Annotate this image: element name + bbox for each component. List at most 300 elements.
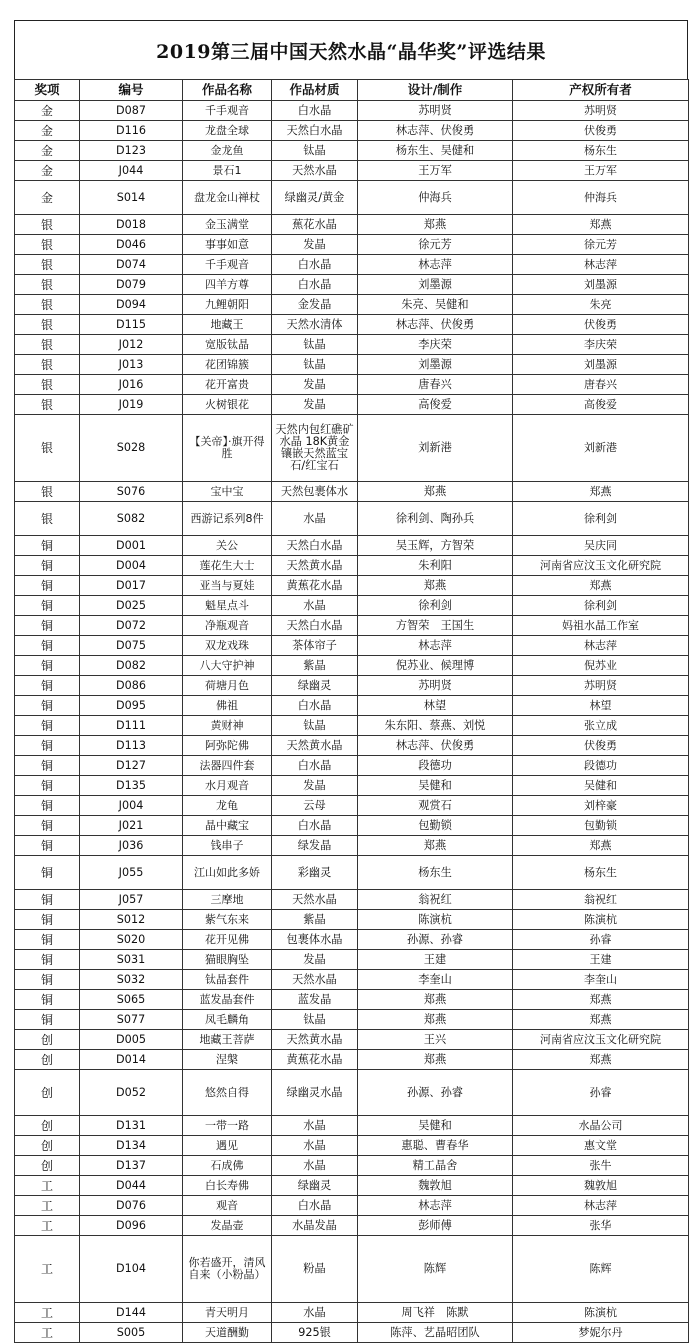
code-cell: D082 — [80, 656, 183, 676]
code-cell: D046 — [80, 235, 183, 255]
table-row — [15, 950, 689, 970]
designer-cell: 仲海兵 — [358, 181, 513, 215]
designer-cell: 林志萍 — [358, 636, 513, 656]
material-cell: 蕉花水晶 — [272, 215, 358, 235]
designer-cell: 朱利阳 — [358, 556, 513, 576]
work-name-cell: 钛晶套件 — [183, 970, 272, 990]
designer-cell: 朱东阳、蔡燕、刘悦 — [358, 716, 513, 736]
code-cell: D123 — [80, 141, 183, 161]
designer-cell: 陈辉 — [358, 1236, 513, 1303]
work-name-cell: 水月观音 — [183, 776, 272, 796]
award-cell: 金 — [15, 181, 80, 215]
work-name-cell: 花团锦簇 — [183, 355, 272, 375]
award-cell: 银 — [15, 315, 80, 335]
designer-cell: 郑燕 — [358, 836, 513, 856]
table-row — [15, 536, 689, 556]
code-cell: D052 — [80, 1070, 183, 1116]
material-cell: 钛晶 — [272, 355, 358, 375]
table-row — [15, 335, 689, 355]
code-cell: D116 — [80, 121, 183, 141]
code-cell: D025 — [80, 596, 183, 616]
work-name-cell: 你若盛开，清风自来（小粉晶） — [183, 1236, 272, 1303]
code-cell: D044 — [80, 1176, 183, 1196]
code-cell: D111 — [80, 716, 183, 736]
owner-cell: 徐利剑 — [513, 596, 689, 616]
owner-cell: 郑燕 — [513, 576, 689, 596]
material-cell: 紫晶 — [272, 656, 358, 676]
code-cell: D087 — [80, 101, 183, 121]
award-cell: 金 — [15, 141, 80, 161]
material-cell: 白水晶 — [272, 101, 358, 121]
material-cell: 绿幽灵 — [272, 676, 358, 696]
designer-cell: 刘墨源 — [358, 355, 513, 375]
table-row — [15, 616, 689, 636]
designer-cell: 陈萍、艺晶昭团队 — [358, 1323, 513, 1343]
designer-cell: 王建 — [358, 950, 513, 970]
table-row — [15, 576, 689, 596]
award-cell: 创 — [15, 1116, 80, 1136]
table-row — [15, 1156, 689, 1176]
owner-cell: 仲海兵 — [513, 181, 689, 215]
work-name-cell: 九鲤朝阳 — [183, 295, 272, 315]
owner-cell: 水晶公司 — [513, 1116, 689, 1136]
designer-cell: 朱亮、吴健和 — [358, 295, 513, 315]
code-cell: D079 — [80, 275, 183, 295]
award-cell: 工 — [15, 1176, 80, 1196]
award-cell: 铜 — [15, 950, 80, 970]
designer-cell: 郑燕 — [358, 215, 513, 235]
material-cell: 水晶发晶 — [272, 1216, 358, 1236]
award-cell: 创 — [15, 1070, 80, 1116]
table-row — [15, 556, 689, 576]
award-cell: 铜 — [15, 816, 80, 836]
work-name-cell: 花开见佛 — [183, 930, 272, 950]
designer-cell: 李奎山 — [358, 970, 513, 990]
work-name-cell: 亚当与夏娃 — [183, 576, 272, 596]
award-cell: 铜 — [15, 656, 80, 676]
work-name-cell: 钱串子 — [183, 836, 272, 856]
code-cell: D074 — [80, 255, 183, 275]
designer-cell: 李庆荣 — [358, 335, 513, 355]
table-row — [15, 1303, 689, 1323]
owner-cell: 林志萍 — [513, 1196, 689, 1216]
award-cell: 铜 — [15, 756, 80, 776]
material-cell: 白水晶 — [272, 275, 358, 295]
code-cell: S065 — [80, 990, 183, 1010]
designer-cell: 林志萍 — [358, 255, 513, 275]
owner-cell: 吴庆同 — [513, 536, 689, 556]
table-row — [15, 756, 689, 776]
results-sheet — [14, 20, 688, 1343]
table-row — [15, 836, 689, 856]
award-cell: 银 — [15, 295, 80, 315]
table-row — [15, 502, 689, 536]
code-cell: D144 — [80, 1303, 183, 1323]
code-cell: D135 — [80, 776, 183, 796]
owner-cell: 林望 — [513, 696, 689, 716]
work-name-cell: 西游记系列8件 — [183, 502, 272, 536]
designer-cell: 王兴 — [358, 1030, 513, 1050]
owner-cell: 刘梓豪 — [513, 796, 689, 816]
material-cell: 水晶 — [272, 1156, 358, 1176]
owner-cell: 朱亮 — [513, 295, 689, 315]
work-name-cell: 阿弥陀佛 — [183, 736, 272, 756]
code-cell: S032 — [80, 970, 183, 990]
code-cell: D017 — [80, 576, 183, 596]
designer-cell: 郑燕 — [358, 482, 513, 502]
table-row — [15, 121, 689, 141]
designer-cell: 彭师傅 — [358, 1216, 513, 1236]
owner-cell: 高俊爱 — [513, 395, 689, 415]
material-cell: 天然水晶 — [272, 161, 358, 181]
material-cell: 彩幽灵 — [272, 856, 358, 890]
table-row — [15, 696, 689, 716]
designer-cell: 徐利剑 — [358, 596, 513, 616]
award-cell: 银 — [15, 415, 80, 482]
award-cell: 创 — [15, 1156, 80, 1176]
owner-cell: 郑燕 — [513, 1010, 689, 1030]
table-row — [15, 375, 689, 395]
table-row — [15, 776, 689, 796]
owner-cell: 徐利剑 — [513, 502, 689, 536]
work-name-cell: 龙盘全球 — [183, 121, 272, 141]
work-name-cell: 八大守护神 — [183, 656, 272, 676]
owner-cell: 孙睿 — [513, 930, 689, 950]
work-name-cell: 一带一路 — [183, 1116, 272, 1136]
material-cell: 水晶 — [272, 502, 358, 536]
owner-cell: 李奎山 — [513, 970, 689, 990]
table-row — [15, 161, 689, 181]
table-row — [15, 275, 689, 295]
designer-cell: 王万军 — [358, 161, 513, 181]
award-cell: 银 — [15, 482, 80, 502]
designer-cell: 倪苏业、候理博 — [358, 656, 513, 676]
owner-cell: 徐元芳 — [513, 235, 689, 255]
owner-cell: 段德功 — [513, 756, 689, 776]
code-cell: D086 — [80, 676, 183, 696]
designer-cell: 刘新港 — [358, 415, 513, 482]
table-row — [15, 1116, 689, 1136]
header-award: 奖项 — [15, 80, 80, 101]
code-cell: D075 — [80, 636, 183, 656]
award-cell: 铜 — [15, 890, 80, 910]
award-cell: 工 — [15, 1323, 80, 1343]
designer-cell: 徐元芳 — [358, 235, 513, 255]
work-name-cell: 白长寿佛 — [183, 1176, 272, 1196]
code-cell: J021 — [80, 816, 183, 836]
owner-cell: 吴健和 — [513, 776, 689, 796]
code-cell: D113 — [80, 736, 183, 756]
owner-cell: 包勤锁 — [513, 816, 689, 836]
award-cell: 工 — [15, 1216, 80, 1236]
material-cell: 包裹体水晶 — [272, 930, 358, 950]
code-cell: D004 — [80, 556, 183, 576]
code-cell: D072 — [80, 616, 183, 636]
owner-cell: 王建 — [513, 950, 689, 970]
designer-cell: 郑燕 — [358, 990, 513, 1010]
designer-cell: 周飞祥 陈默 — [358, 1303, 513, 1323]
code-cell: J057 — [80, 890, 183, 910]
material-cell: 白水晶 — [272, 1196, 358, 1216]
designer-cell: 林志萍、伏俊勇 — [358, 121, 513, 141]
table-row — [15, 636, 689, 656]
material-cell: 蓝发晶 — [272, 990, 358, 1010]
header-work-name: 作品名称 — [183, 80, 272, 101]
table-row — [15, 1030, 689, 1050]
work-name-cell: 江山如此多娇 — [183, 856, 272, 890]
table-row — [15, 736, 689, 756]
designer-cell: 林志萍 — [358, 1196, 513, 1216]
table-row — [15, 215, 689, 235]
award-cell: 工 — [15, 1303, 80, 1323]
award-cell: 银 — [15, 502, 80, 536]
owner-cell: 张牛 — [513, 1156, 689, 1176]
award-cell: 铜 — [15, 796, 80, 816]
award-cell: 银 — [15, 235, 80, 255]
material-cell: 天然水清体 — [272, 315, 358, 335]
owner-cell: 唐春兴 — [513, 375, 689, 395]
code-cell: S012 — [80, 910, 183, 930]
owner-cell: 伏俊勇 — [513, 736, 689, 756]
code-cell: S031 — [80, 950, 183, 970]
owner-cell: 翁祝红 — [513, 890, 689, 910]
work-name-cell: 凤毛麟角 — [183, 1010, 272, 1030]
code-cell: D001 — [80, 536, 183, 556]
material-cell: 发晶 — [272, 375, 358, 395]
table-row — [15, 315, 689, 335]
material-cell: 茶体帘子 — [272, 636, 358, 656]
code-cell: J044 — [80, 161, 183, 181]
table-row — [15, 1176, 689, 1196]
table-row — [15, 890, 689, 910]
award-cell: 铜 — [15, 930, 80, 950]
material-cell: 天然水晶 — [272, 890, 358, 910]
material-cell: 黄蕉花水晶 — [272, 1050, 358, 1070]
material-cell: 天然黄水晶 — [272, 556, 358, 576]
work-name-cell: 宝中宝 — [183, 482, 272, 502]
work-name-cell: 火树银花 — [183, 395, 272, 415]
award-cell: 铜 — [15, 696, 80, 716]
owner-cell: 杨东生 — [513, 141, 689, 161]
award-cell: 铜 — [15, 596, 80, 616]
work-name-cell: 地藏王菩萨 — [183, 1030, 272, 1050]
award-cell: 工 — [15, 1236, 80, 1303]
award-cell: 银 — [15, 215, 80, 235]
owner-cell: 魏敦旭 — [513, 1176, 689, 1196]
award-cell: 铜 — [15, 636, 80, 656]
header-row — [15, 80, 689, 101]
award-cell: 铜 — [15, 676, 80, 696]
material-cell: 天然包裹体水 — [272, 482, 358, 502]
work-name-cell: 千手观音 — [183, 255, 272, 275]
award-cell: 工 — [15, 1196, 80, 1216]
table-row — [15, 415, 689, 482]
designer-cell: 高俊爱 — [358, 395, 513, 415]
table-row — [15, 482, 689, 502]
owner-cell: 林志萍 — [513, 636, 689, 656]
work-name-cell: 花开富贵 — [183, 375, 272, 395]
owner-cell: 郑燕 — [513, 215, 689, 235]
table-row — [15, 990, 689, 1010]
material-cell: 天然水晶 — [272, 970, 358, 990]
table-row — [15, 856, 689, 890]
code-cell: J019 — [80, 395, 183, 415]
material-cell: 白水晶 — [272, 255, 358, 275]
designer-cell: 孙源、孙睿 — [358, 930, 513, 950]
designer-cell: 魏敦旭 — [358, 1176, 513, 1196]
award-cell: 铜 — [15, 536, 80, 556]
material-cell: 水晶 — [272, 1116, 358, 1136]
material-cell: 天然白水晶 — [272, 121, 358, 141]
table-row — [15, 1216, 689, 1236]
designer-cell: 吴玉辉，方智荣 — [358, 536, 513, 556]
work-name-cell: 荷塘月色 — [183, 676, 272, 696]
award-cell: 铜 — [15, 856, 80, 890]
material-cell: 钛晶 — [272, 716, 358, 736]
code-cell: D076 — [80, 1196, 183, 1216]
table-row — [15, 141, 689, 161]
table-row — [15, 596, 689, 616]
award-cell: 铜 — [15, 1010, 80, 1030]
work-name-cell: 佛祖 — [183, 696, 272, 716]
work-name-cell: 悠然自得 — [183, 1070, 272, 1116]
table-row — [15, 676, 689, 696]
table-row — [15, 355, 689, 375]
table-row — [15, 656, 689, 676]
header-code: 编号 — [80, 80, 183, 101]
code-cell: J004 — [80, 796, 183, 816]
material-cell: 天然内包红礁矿水晶 18K黄金镶嵌天然蓝宝石/红宝石 — [272, 415, 358, 482]
owner-cell: 河南省应汶玉文化研究院 — [513, 556, 689, 576]
designer-cell: 包勤锁 — [358, 816, 513, 836]
award-cell: 创 — [15, 1136, 80, 1156]
material-cell: 水晶 — [272, 1136, 358, 1156]
material-cell: 紫晶 — [272, 910, 358, 930]
award-cell: 创 — [15, 1030, 80, 1050]
code-cell: S077 — [80, 1010, 183, 1030]
code-cell: D134 — [80, 1136, 183, 1156]
code-cell: J012 — [80, 335, 183, 355]
material-cell: 发晶 — [272, 395, 358, 415]
code-cell: S020 — [80, 930, 183, 950]
work-name-cell: 黄财神 — [183, 716, 272, 736]
designer-cell: 苏明贤 — [358, 101, 513, 121]
designer-cell: 观赏石 — [358, 796, 513, 816]
work-name-cell: 金玉满堂 — [183, 215, 272, 235]
material-cell: 白水晶 — [272, 696, 358, 716]
results-table — [14, 79, 689, 1343]
material-cell: 金发晶 — [272, 295, 358, 315]
award-cell: 银 — [15, 335, 80, 355]
material-cell: 发晶 — [272, 950, 358, 970]
work-name-cell: 法器四件套 — [183, 756, 272, 776]
code-cell: D127 — [80, 756, 183, 776]
table-row — [15, 816, 689, 836]
designer-cell: 吴健和 — [358, 1116, 513, 1136]
table-row — [15, 1136, 689, 1156]
owner-cell: 伏俊勇 — [513, 315, 689, 335]
code-cell: D014 — [80, 1050, 183, 1070]
work-name-cell: 龙龟 — [183, 796, 272, 816]
table-row — [15, 1070, 689, 1116]
owner-cell: 河南省应汶玉文化研究院 — [513, 1030, 689, 1050]
code-cell: S005 — [80, 1323, 183, 1343]
owner-cell: 倪苏业 — [513, 656, 689, 676]
award-cell: 铜 — [15, 990, 80, 1010]
award-cell: 铜 — [15, 836, 80, 856]
code-cell: J016 — [80, 375, 183, 395]
award-cell: 铜 — [15, 616, 80, 636]
work-name-cell: 发晶壶 — [183, 1216, 272, 1236]
work-name-cell: 遇见 — [183, 1136, 272, 1156]
table-row — [15, 295, 689, 315]
award-cell: 金 — [15, 121, 80, 141]
award-cell: 金 — [15, 161, 80, 181]
designer-cell: 刘墨源 — [358, 275, 513, 295]
material-cell: 发晶 — [272, 235, 358, 255]
owner-cell: 陈演杭 — [513, 910, 689, 930]
owner-cell: 刘墨源 — [513, 355, 689, 375]
designer-cell: 孙源、孙睿 — [358, 1070, 513, 1116]
designer-cell: 杨东生 — [358, 856, 513, 890]
owner-cell: 惠文堂 — [513, 1136, 689, 1156]
code-cell: S028 — [80, 415, 183, 482]
material-cell: 天然黄水晶 — [272, 1030, 358, 1050]
owner-cell: 孙睿 — [513, 1070, 689, 1116]
work-name-cell: 宽版钛晶 — [183, 335, 272, 355]
owner-cell: 刘新港 — [513, 415, 689, 482]
document-title: 2019第三届中国天然水晶“晶华奖”评选结果 — [14, 20, 688, 79]
designer-cell: 唐春兴 — [358, 375, 513, 395]
designer-cell: 林志萍、伏俊勇 — [358, 736, 513, 756]
award-cell: 铜 — [15, 970, 80, 990]
header-designer: 设计/制作 — [358, 80, 513, 101]
owner-cell: 郑燕 — [513, 1050, 689, 1070]
code-cell: S076 — [80, 482, 183, 502]
table-row — [15, 1236, 689, 1303]
designer-cell: 陈演杭 — [358, 910, 513, 930]
code-cell: D094 — [80, 295, 183, 315]
material-cell: 钛晶 — [272, 141, 358, 161]
work-name-cell: 石成佛 — [183, 1156, 272, 1176]
award-cell: 铜 — [15, 776, 80, 796]
work-name-cell: 青天明月 — [183, 1303, 272, 1323]
code-cell: D115 — [80, 315, 183, 335]
material-cell: 绿发晶 — [272, 836, 358, 856]
owner-cell: 刘墨源 — [513, 275, 689, 295]
designer-cell: 精工晶舍 — [358, 1156, 513, 1176]
table-row — [15, 255, 689, 275]
material-cell: 白水晶 — [272, 816, 358, 836]
work-name-cell: 猫眼胸坠 — [183, 950, 272, 970]
code-cell: D096 — [80, 1216, 183, 1236]
owner-cell: 苏明贤 — [513, 101, 689, 121]
designer-cell: 吴健和 — [358, 776, 513, 796]
table-row — [15, 1323, 689, 1343]
material-cell: 天然白水晶 — [272, 616, 358, 636]
owner-cell: 林志萍 — [513, 255, 689, 275]
award-cell: 银 — [15, 395, 80, 415]
material-cell: 天然黄水晶 — [272, 736, 358, 756]
award-cell: 铜 — [15, 556, 80, 576]
owner-cell: 郑燕 — [513, 990, 689, 1010]
designer-cell: 翁祝红 — [358, 890, 513, 910]
work-name-cell: 关公 — [183, 536, 272, 556]
work-name-cell: 事事如意 — [183, 235, 272, 255]
owner-cell: 王万军 — [513, 161, 689, 181]
material-cell: 天然白水晶 — [272, 536, 358, 556]
table-body — [15, 101, 689, 1343]
